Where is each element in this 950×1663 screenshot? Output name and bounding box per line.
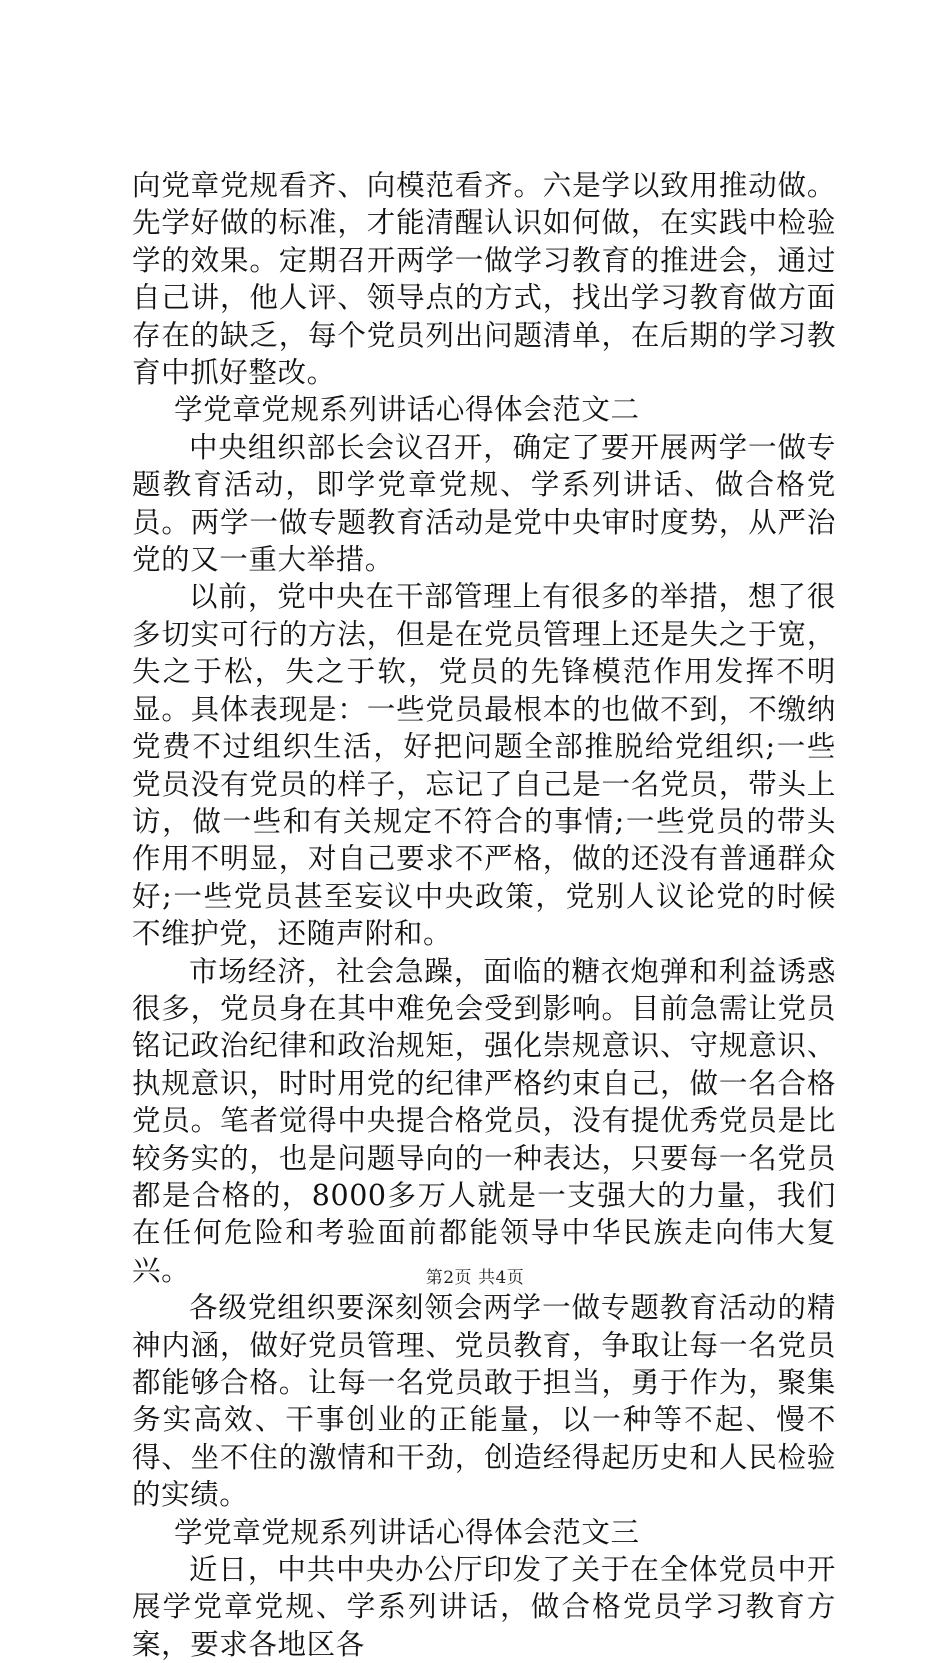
paragraph: 以前，党中央在干部管理上有很多的举措，想了很多切实可行的方法，但是在党员管理上还是失之于宽，失之于松，失之于软，党员的先锋模范作用发挥不明显。具体表现是：一些党员最根本的也做不到，不缴纳党费不过组织生活，好把问题全部推脱给党组织;一些党员没有党员的样子，忘记了自己是一名党员，带头上访，做一些和有关规定不符合的事情;一些党员的带头作用不明显，对自己要求不严格，做的还没有普通群众好;一些党员甚至妄议中央政策，党别人议论党的时候不维护党，还随声附和。 xyxy=(132,580,836,951)
page-footer xyxy=(0,1267,950,1289)
paragraph: 市场经济，社会急躁，面临的糖衣炮弹和利益诱惑很多，党员身在其中难免会受到影响。目前急需让党员铭记政治纪律和政治规矩，强化崇规意识、守规意识、执规意识，时时用党的纪律严格约束自己，做一名合格党员。笔者觉得中央提合格党员，没有提优秀党员是比较务实的，也是问题导向的一种表达，只要每一名党员都是合格的，8000多万人就是一支强大的力量，我们在任何危险和考验面前都能领导中华民族走向伟大复兴。 xyxy=(132,954,836,1287)
paragraph: 近日，中共中央办公厅印发了关于在全体党员中开展学党章党规、学系列讲话，做合格党员学习教育方案，要求各地区各 xyxy=(132,1553,836,1661)
section-heading-2: 学党章党规系列讲话心得体会范文二 xyxy=(174,393,640,427)
page-number: 第2页 共4页 xyxy=(425,1268,525,1288)
document-body xyxy=(132,167,836,1663)
paragraph: 中央组织部长会议召开，确定了要开展两学一做专题教育活动，即学党章党规、学系列讲话、做合格党员。两学一做专题教育活动是党中央审时度势，从严治党的又一重大举措。 xyxy=(132,430,836,577)
section-heading-3: 学党章党规系列讲话心得体会范文三 xyxy=(174,1515,640,1549)
paragraph: 各级党组织要深刻领会两学一做专题教育活动的精神内涵，做好党员管理、党员教育，争取让每一名党员都能够合格。让每一名党员敢于担当，勇于作为，聚集务实高效、干事创业的正能量，以一种等不起、慢不得、坐不住的激情和干劲，创造经得起历史和人民检验的实绩。 xyxy=(132,1291,836,1512)
paragraph-continuation: 向党章党规看齐、向模范看齐。六是学以致用推动做。先学好做的标准，才能清醒认识如何做，在实践中检验学的效果。定期召开两学一做学习教育的推进会，通过自己讲，他人评、领导点的方式，找出学习教育做方面存在的缺乏，每个党员列出问题清单，在后期的学习教育中抓好整改。 xyxy=(132,169,836,390)
